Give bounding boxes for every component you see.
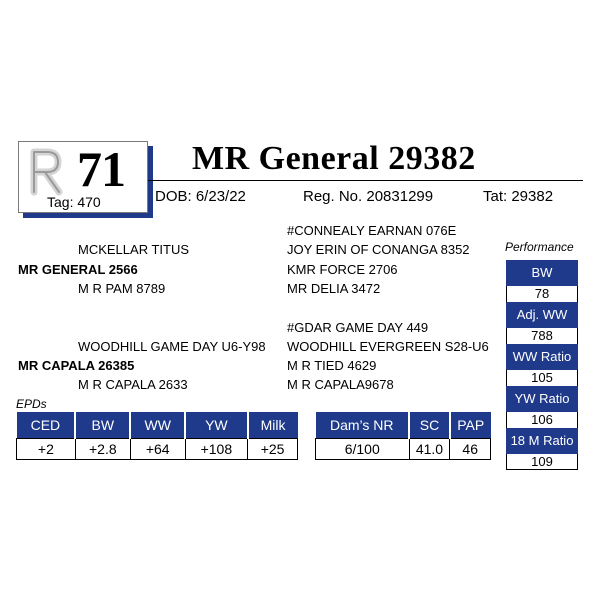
performance-label: Adj. WW (506, 302, 578, 328)
pedigree-ancestor: KMR FORCE 2706 (287, 262, 398, 277)
pedigree-ancestor: WOODHILL EVERGREEN S28-U6 (287, 339, 489, 354)
pedigree-parent: MR GENERAL 2566 (18, 262, 138, 277)
epd-header: CED (17, 412, 76, 439)
epd-value-row (17, 439, 298, 460)
epd-header: YW (185, 412, 248, 439)
performance-value: 78 (506, 286, 578, 302)
epd-table (16, 412, 298, 460)
epd-header-row (17, 412, 298, 439)
dam-header: PAP (450, 412, 491, 439)
lot-box (18, 141, 148, 213)
epd-value: +25 (248, 439, 298, 460)
animal-name-title: MR General 29382 (192, 140, 476, 177)
performance-value: 788 (506, 328, 578, 344)
pedigree-ancestor: M R PAM 8789 (78, 281, 166, 296)
epd-value: +2.8 (75, 439, 130, 460)
pedigree-ancestor: M R CAPALA 2633 (78, 377, 188, 392)
performance-column (506, 260, 578, 470)
dam-value: 46 (450, 439, 491, 460)
epd-header: WW (130, 412, 185, 439)
pedigree-ancestor: M R CAPALA9678 (287, 377, 394, 392)
r-logo-icon (27, 148, 67, 196)
epd-header: BW (75, 412, 130, 439)
pedigree-ancestor: #CONNEALY EARNAN 076E (287, 223, 457, 238)
pedigree-ancestor: #GDAR GAME DAY 449 (287, 320, 429, 335)
performance-value: 105 (506, 370, 578, 386)
dam-header: Dam’s NR (316, 412, 410, 439)
dam-value: 41.0 (409, 439, 450, 460)
performance-label: WW Ratio (506, 344, 578, 370)
epd-value: +64 (130, 439, 185, 460)
pedigree-ancestor: MCKELLAR TITUS (78, 242, 190, 257)
performance-title: Performance (505, 240, 574, 254)
dob-text: DOB: 6/23/22 (155, 188, 246, 205)
title-divider (148, 180, 583, 181)
performance-label: YW Ratio (506, 386, 578, 412)
dam-value-row (316, 439, 491, 460)
epd-value: +108 (185, 439, 248, 460)
performance-label: BW (506, 260, 578, 286)
performance-value: 109 (506, 454, 578, 470)
lot-number: 71 (77, 141, 125, 197)
pedigree-ancestor: MR DELIA 3472 (287, 281, 381, 296)
dam-header: SC (409, 412, 450, 439)
dam-table (315, 412, 491, 460)
dam-header-row (316, 412, 491, 439)
dam-value: 6/100 (316, 439, 410, 460)
tag-number: Tag: 470 (47, 194, 101, 210)
performance-label: 18 M Ratio (506, 428, 578, 454)
pedigree-ancestor: JOY ERIN OF CONANGA 8352 (287, 242, 470, 257)
pedigree-ancestor: WOODHILL GAME DAY U6-Y98 (78, 339, 266, 354)
tattoo-text: Tat: 29382 (483, 188, 554, 205)
epds-label: EPDs (16, 397, 47, 411)
pedigree-parent: MR CAPALA 26385 (18, 358, 135, 373)
performance-value: 106 (506, 412, 578, 428)
epd-value: +2 (17, 439, 76, 460)
epd-header: Milk (248, 412, 298, 439)
pedigree-ancestor: M R TIED 4629 (287, 358, 377, 373)
registration-number: Reg. No. 20831299 (303, 188, 434, 205)
